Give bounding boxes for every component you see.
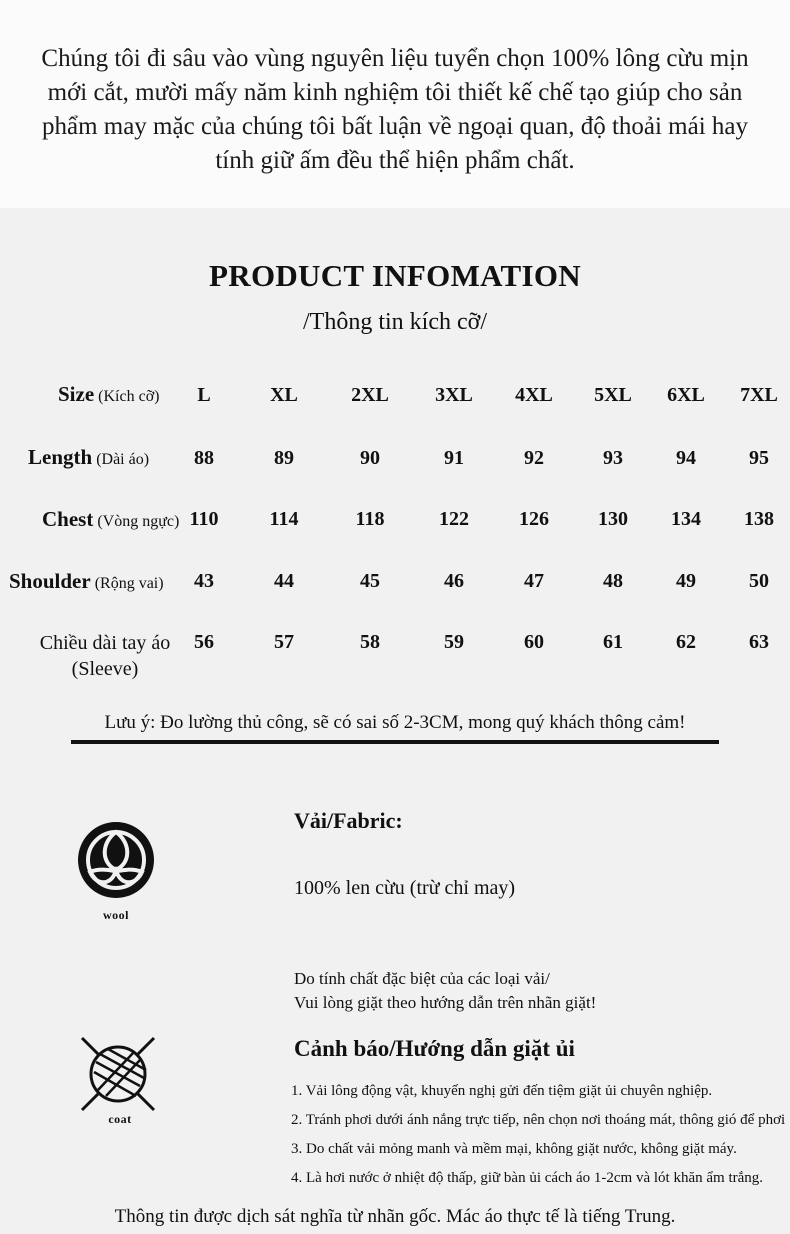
size-header-cell: XL [270,384,298,406]
intro-line: mới cắt, mười mấy năm kinh nghiệm tôi thiết kế chế tạo giúp cho sản [47,79,743,106]
sleeve-cell: 63 [749,631,769,653]
chest-cell: 138 [744,508,774,530]
coat-icon-label: coat [108,1112,132,1126]
chest-cell: 118 [355,508,385,530]
size-header-cell: 5XL [594,384,632,406]
sleeve-cell: 59 [444,631,464,653]
chest-cell: 122 [439,508,469,530]
length-cell: 90 [360,447,380,469]
chest-cell: 134 [671,508,701,530]
fabric-heading: Vải/Fabric: [294,808,403,833]
size-header-cell: 7XL [740,384,778,406]
length-cell: 88 [194,447,214,469]
intro-line: tính giữ ấm đều thể hiện phẩm chất. [215,147,575,174]
chest-cell: 130 [598,508,628,530]
sleeve-row-label [30,630,180,682]
shoulder-cell: 47 [524,570,544,592]
product-subtitle: /Thông tin kích cỡ/ [303,309,487,335]
shoulder-cell: 50 [749,570,769,592]
size-row-label [58,382,159,407]
product-title: PRODUCT INFOMATION [209,258,581,293]
shoulder-cell: 48 [603,570,623,592]
length-label-vi: (Dài áo) [96,451,150,468]
sleeve-cell: 58 [360,631,380,653]
care-list [291,1080,785,1196]
special-care-note [294,967,596,1015]
wool-icon-label: wool [103,908,129,922]
intro-paragraph [10,42,780,178]
divider [71,740,719,744]
sleeve-label-line1: Chiều dài tay áo [39,632,171,654]
care-heading: Cảnh báo/Hướng dẫn giặt ủi [294,1036,575,1061]
length-cell: 93 [603,447,623,469]
fabric-value: 100% len cừu (trừ chỉ may) [294,877,516,899]
sleeve-cell: 62 [676,631,696,653]
care-item: 3. Do chất vải mỏng manh và mềm mại, không giặt nước, không giặt máy. [291,1141,737,1157]
shoulder-row-label [9,569,164,594]
length-cell: 89 [274,447,294,469]
special-care-line: Vui lòng giặt theo hướng dẫn trên nhãn giặt! [294,993,597,1012]
shoulder-cell: 49 [676,570,696,592]
chest-label-vi: (Vòng ngực) [97,513,180,530]
length-cell: 92 [524,447,544,469]
sleeve-cell: 61 [603,631,623,653]
measurement-note: Lưu ý: Đo lường thủ công, sẽ có sai số 2-3CM, mong quý khách thông cảm! [104,712,686,733]
shoulder-label-vi: (Rộng vai) [94,575,164,592]
care-item: 4. Là hơi nước ở nhiệt độ thấp, giữ bàn ủi cách áo 1-2cm và lót khăn ẩm trắng. [291,1170,764,1186]
shoulder-cell: 43 [194,570,214,592]
size-header-cell: 2XL [351,384,389,406]
shoulder-label-en: Shoulder [9,569,91,593]
chest-cell: 110 [189,508,219,530]
length-cell: 91 [444,447,464,469]
intro-line: Chúng tôi đi sâu vào vùng nguyên liệu tuyển chọn 100% lông cừu mịn [41,45,749,72]
length-row-label [28,445,149,470]
size-header-cell: 6XL [667,384,705,406]
intro-line: phẩm may mặc của chúng tôi bất luận về ngoại quan, độ thoải mái hay [41,113,749,140]
chest-row-label [42,507,179,532]
sleeve-cell: 56 [194,631,214,653]
size-label-vi: (Kích cỡ) [98,388,160,405]
wool-icon [76,820,156,900]
chest-cell: 114 [269,508,299,530]
sleeve-label-line2: (Sleeve) [71,658,139,680]
shoulder-cell: 45 [360,570,380,592]
sleeve-cell: 57 [274,631,294,653]
special-care-line: Do tính chất đặc biệt của các loại vải/ [294,969,550,988]
length-cell: 94 [676,447,696,469]
chest-cell: 126 [519,508,549,530]
care-item: 2. Tránh phơi dưới ánh nắng trực tiếp, nên chọn nơi thoáng mát, thông gió để phơi [291,1112,786,1128]
size-header-cell: L [197,384,211,406]
length-cell: 95 [749,447,769,469]
size-header-cell: 3XL [435,384,473,406]
care-item: 1. Vải lông động vật, khuyến nghị gửi đến tiệm giặt ủi chuyên nghiệp. [291,1083,713,1099]
chest-label-en: Chest [42,507,94,531]
yarn-ball-icon [78,1034,158,1114]
shoulder-cell: 44 [274,570,294,592]
length-label-en: Length [28,445,93,469]
size-label-en: Size [58,382,95,406]
size-header-cell: 4XL [515,384,553,406]
shoulder-cell: 46 [444,570,464,592]
footer-note: Thông tin được dịch sát nghĩa từ nhãn gốc. Mác áo thực tế là tiếng Trung. [114,1206,676,1227]
sleeve-cell: 60 [524,631,544,653]
